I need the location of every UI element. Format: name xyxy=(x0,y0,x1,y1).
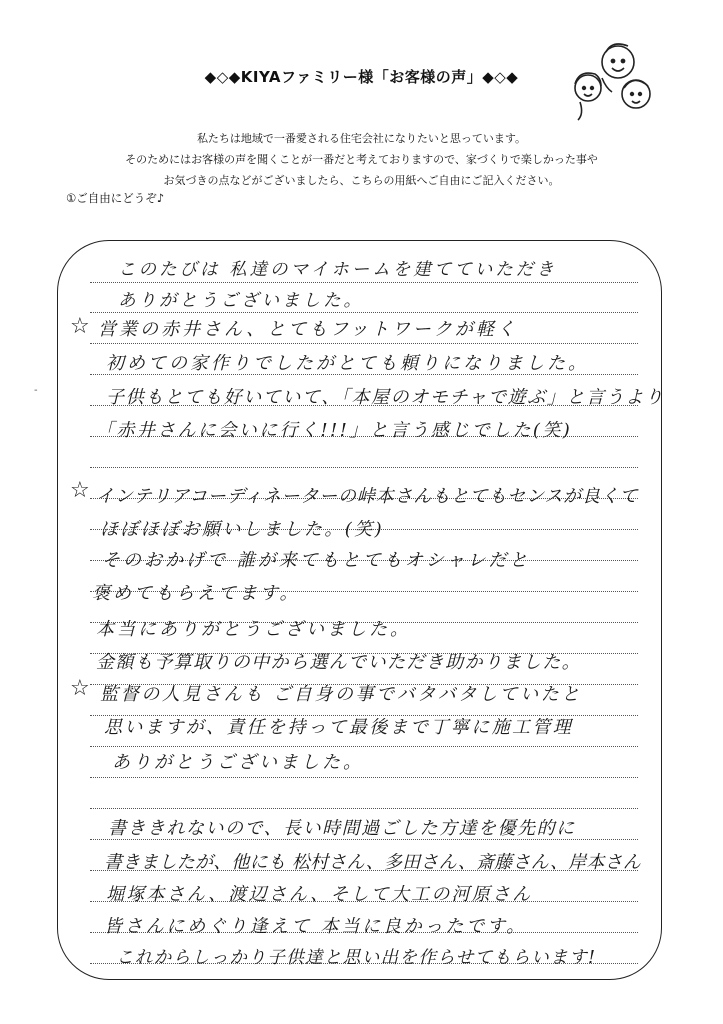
letter-line: 「赤井さんに会いに行く!!!」と言う感じでした(笑) xyxy=(96,420,573,441)
star-bullet-icon: ☆ xyxy=(70,676,90,701)
ruled-line xyxy=(90,343,638,344)
intro-text xyxy=(0,128,723,191)
letter-line: ありがとうございました。 xyxy=(118,291,364,311)
letter-line: 褒めてもらえてます。 xyxy=(92,583,301,604)
star-bullet-icon: ☆ xyxy=(70,478,90,503)
ruled-line xyxy=(90,808,638,809)
ruled-line xyxy=(90,467,638,468)
ruled-line xyxy=(90,282,638,283)
letter-line: 皆さんにめぐり逢えて 本当に良かったです。 xyxy=(104,916,528,937)
intro-line-2: そのためにはお客様の声を聞くことが一番だと考えておりますので、家づくりで楽しかった事や xyxy=(125,153,598,166)
family-doodle-icon xyxy=(562,40,662,122)
letter-line: 金額も予算取りの中から選んでいただき助かりました。 xyxy=(96,652,581,673)
letter-line: ありがとうございました。 xyxy=(112,752,364,773)
letter-line: インテリアコーディネーターの峠本さんもとてもセンスが良くて xyxy=(96,486,639,507)
letter-line: 初めての家作りでしたがとても頼りになりました。 xyxy=(106,353,589,374)
letter-line: そのおかげで 誰が来てもとてもオシャレだと xyxy=(102,550,531,571)
letter-line: これからしっかり子供達と思い出を作らせてもらいます! xyxy=(116,948,597,968)
letter-line: 堀塚本さん、渡辺さん、そして大工の河原さん xyxy=(106,884,533,905)
star-bullet-icon: ☆ xyxy=(70,314,90,339)
ruled-line xyxy=(90,777,638,778)
letter-line: 本当にありがとうございました。 xyxy=(96,619,411,640)
letter-line: ほぼほぼお願いしました。(笑) xyxy=(100,519,385,540)
letter-line: 子供もとても好いていて、「本屋のオモチャで遊ぶ」と言うより xyxy=(106,387,665,408)
letter-line: 書ききれないので、長い時間過ごした方達を優先的に xyxy=(108,818,576,839)
letter-line: 書きましたが、他にも 松村さん、多田さん、斎藤さん、岸本さん xyxy=(104,852,641,873)
letter-line: 監督の人見さんも ご自身の事でバタバタしていたと xyxy=(100,684,582,705)
intro-line-1: 私たちは地域で一番愛される住宅会社になりたいと思っています。 xyxy=(196,132,527,145)
letter-line: 思いますが、責任を持って最後まで丁寧に施工管理 xyxy=(104,717,574,738)
stray-mark: ‐ xyxy=(34,385,38,396)
intro-line-3: お気づきの点などがございましたら、こちらの用紙へご自由にご記入ください。 xyxy=(163,174,560,187)
ruled-line xyxy=(90,312,638,313)
free-comment-prompt: ①ご自由にどうぞ♪ xyxy=(66,191,165,205)
page-title: ◆◇◆KIYAファミリー様「お客様の声」◆◇◆ xyxy=(204,68,519,86)
letter-line: このたびは 私達のマイホームを建てていただき xyxy=(118,260,557,280)
ruled-line xyxy=(90,746,638,747)
letter-line: 営業の赤井さん、とてもフットワークが軽く xyxy=(98,319,518,340)
